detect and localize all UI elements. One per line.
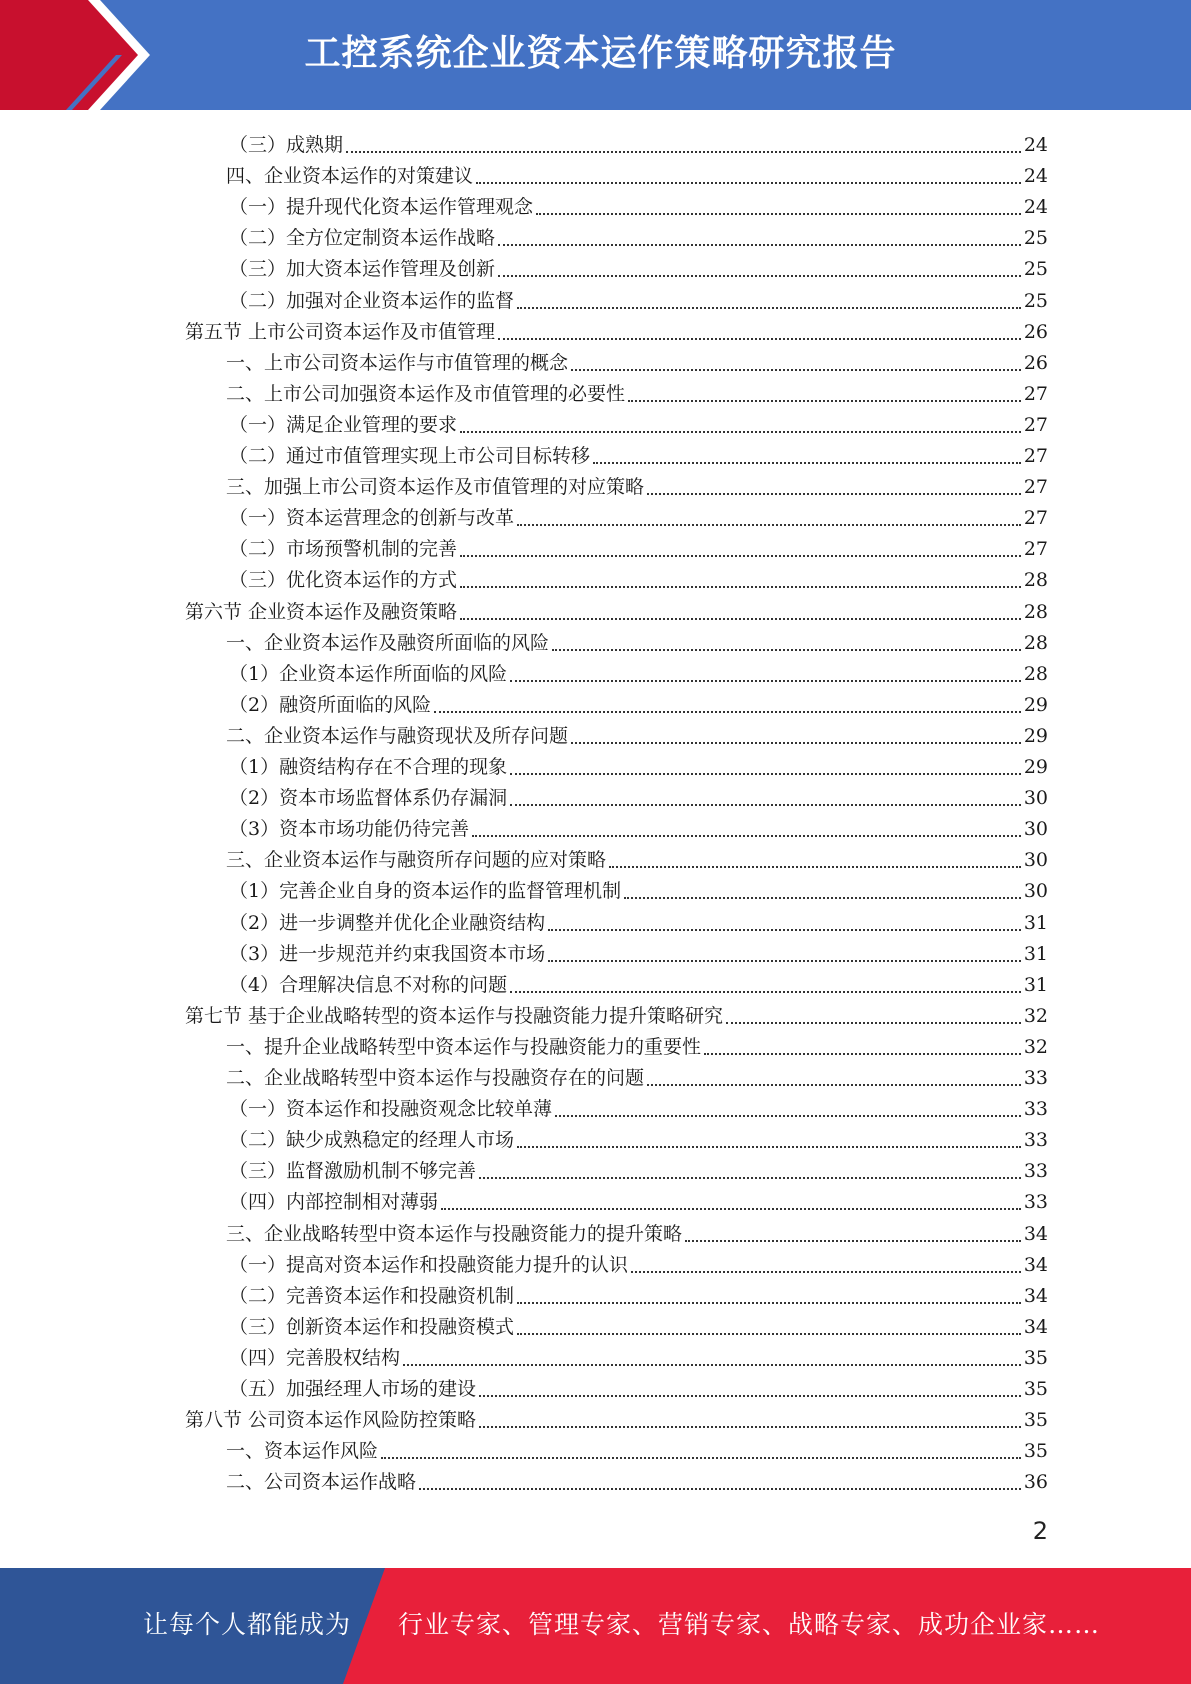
toc-dot-leader [476,181,1021,184]
page-header [0,0,1191,110]
toc-entry-title: 二、上市公司加强资本运作及市值管理的必要性 [226,382,626,405]
toc-entry-title: 第六节 企业资本运作及融资策略 [185,600,458,623]
toc-entry-title: （五）加强经理人市场的建设 [229,1378,477,1400]
toc-entry[interactable] [229,687,1048,718]
toc-entry-title: （三）成熟期 [229,134,344,156]
toc-dot-leader [441,1207,1021,1210]
toc-dot-leader [685,1239,1021,1242]
toc-entry-page: 34 [1023,1222,1048,1245]
toc-entry-title: （2）进一步调整并优化企业融资结构 [229,911,546,934]
toc-dot-leader [548,959,1021,962]
toc-dot-leader [346,150,1021,153]
toc-entry[interactable] [229,656,1048,687]
toc-entry-title: 第八节 公司资本运作风险防控策略 [185,1409,477,1432]
toc-entry[interactable] [226,1216,1048,1247]
toc-dot-leader [571,368,1021,371]
toc-entry-page: 27 [1023,476,1048,499]
toc-entry-page: 25 [1023,258,1048,281]
document-title: 工控系统企业资本运作策略研究报告 [304,33,897,74]
toc-entry[interactable] [226,1029,1048,1060]
toc-entry-title: （3）进一步规范并约束我国资本市场 [229,942,546,965]
toc-dot-leader [510,772,1021,775]
toc-entry-page: 33 [1023,1098,1048,1121]
toc-entry-title: （一）提升现代化资本运作管理观念 [229,196,534,219]
toc-entry[interactable] [226,376,1048,407]
toc-dot-leader [460,617,1021,620]
toc-dot-leader [460,585,1021,588]
toc-entry[interactable] [229,1091,1048,1122]
toc-entry-page: 32 [1023,1004,1048,1027]
toc-entry[interactable] [229,562,1048,593]
toc-dot-leader [552,648,1021,651]
header-chevron-icon [0,0,160,110]
toc-entry[interactable] [226,1464,1048,1495]
toc-entry-title: 三、加强上市公司资本运作及市值管理的对应策略 [226,476,645,499]
toc-entry-page: 35 [1023,1409,1048,1432]
toc-entry[interactable] [229,220,1048,251]
toc-entry-title: （三）创新资本运作和投融资模式 [229,1315,515,1338]
toc-entry-page: 25 [1023,289,1048,312]
page-footer [0,1568,1191,1684]
toc-entry-page: 29 [1023,756,1048,778]
toc-entry-title: （三）加大资本运作管理及创新 [229,258,496,281]
toc-dot-leader [628,399,1021,402]
toc-dot-leader [647,1083,1021,1086]
toc-entry-title: （一）资本运作和投融资观念比较单薄 [229,1098,553,1121]
toc-entry-page: 36 [1023,1471,1048,1494]
toc-entry-page: 27 [1023,538,1048,561]
toc-entry[interactable] [229,811,1048,842]
toc-entry[interactable] [229,127,1048,158]
toc-entry-page: 27 [1023,413,1048,436]
toc-entry[interactable] [229,780,1048,811]
toc-entry[interactable] [229,251,1048,282]
toc-entry-title: （2）融资所面临的风险 [229,693,432,716]
toc-dot-leader [536,212,1021,215]
toc-dot-leader [510,990,1021,993]
toc-entry[interactable] [229,283,1048,314]
toc-entry-page: 30 [1023,880,1048,903]
toc-entry-page: 26 [1023,351,1048,374]
toc-entry[interactable] [226,469,1048,500]
toc-dot-leader [510,803,1021,806]
toc-dot-leader [403,1363,1021,1366]
toc-entry[interactable] [229,500,1048,531]
toc-dot-leader [726,1021,1021,1024]
toc-entry[interactable] [229,438,1048,469]
toc-entry-page: 24 [1023,196,1048,219]
toc-entry-page: 33 [1023,1160,1048,1183]
toc-entry[interactable] [229,1153,1048,1184]
toc-entry-page: 33 [1023,1191,1048,1214]
toc-entry[interactable] [229,1340,1048,1371]
toc-dot-leader [510,679,1021,682]
toc-entry[interactable] [229,749,1048,780]
toc-entry-title: （三）监督激励机制不够完善 [229,1160,477,1183]
toc-entry-page: 29 [1023,693,1048,716]
toc-entry[interactable] [229,873,1048,904]
toc-entry-title: （二）加强对企业资本运作的监督 [229,289,515,312]
toc-entry-page: 28 [1023,569,1048,592]
toc-entry-title: 第五节 上市公司资本运作及市值管理 [185,320,496,343]
toc-entry-page: 31 [1023,942,1048,965]
toc-entry-title: 四、企业资本运作的对策建议 [226,165,474,188]
toc-entry[interactable] [226,1060,1048,1091]
toc-entry-page: 35 [1023,1378,1048,1400]
toc-dot-leader [460,554,1021,557]
toc-entry[interactable] [229,936,1048,967]
footer-slogan-right: 行业专家、管理专家、营销专家、战略专家、成功企业家…… [398,1610,1101,1639]
toc-dot-leader [548,928,1021,931]
toc-entry[interactable] [226,842,1048,873]
toc-entry-title: （3）资本市场功能仍待完善 [229,818,470,841]
toc-entry[interactable] [185,314,1048,345]
toc-entry[interactable] [229,407,1048,438]
toc-entry-page: 24 [1023,165,1048,188]
toc-entry-page: 28 [1023,662,1048,685]
toc-dot-leader [460,430,1021,433]
page-number: 2 [1032,1517,1048,1545]
toc-entry-page: 26 [1023,320,1048,343]
toc-entry-page: 33 [1023,1129,1048,1152]
toc-dot-leader [498,243,1021,246]
toc-entry-title: （一）资本运营理念的创新与改革 [229,507,515,530]
toc-entry[interactable] [229,905,1048,936]
toc-entry-title: 一、提升企业战略转型中资本运作与投融资能力的重要性 [226,1035,702,1058]
toc-entry-page: 27 [1023,507,1048,530]
toc-dot-leader [434,710,1021,713]
toc-entry-title: 二、企业战略转型中资本运作与投融资存在的问题 [226,1067,645,1089]
toc-dot-leader [593,461,1021,464]
toc-entry-title: 一、上市公司资本运作与市值管理的概念 [226,351,569,374]
toc-entry[interactable] [229,1184,1048,1215]
toc-entry-title: （4）合理解决信息不对称的问题 [229,973,508,996]
toc-dot-leader [472,834,1021,837]
toc-dot-leader [624,896,1021,899]
toc-dot-leader [517,1332,1021,1335]
toc-entry-title: （二）全方位定制资本运作战略 [229,227,496,250]
toc-entry-page: 29 [1023,724,1048,747]
toc-entry-page: 31 [1023,911,1048,934]
toc-entry-page: 31 [1023,973,1048,996]
toc-entry-title: （四）内部控制相对薄弱 [229,1191,439,1214]
toc-dot-leader [517,306,1021,309]
toc-entry-title: （二）通过市值管理实现上市公司目标转移 [229,445,591,467]
toc-entry[interactable] [185,594,1048,625]
toc-entry[interactable] [185,998,1048,1029]
toc-entry[interactable] [226,625,1048,656]
toc-entry-title: （一）满足企业管理的要求 [229,413,458,436]
toc-entry-title: （1）融资结构存在不合理的现象 [229,756,508,778]
toc-entry-page: 34 [1023,1284,1048,1307]
toc-dot-leader [647,492,1021,495]
toc-entry-page: 24 [1023,134,1048,156]
toc-entry-page: 35 [1023,1440,1048,1463]
toc-entry[interactable] [229,1371,1048,1402]
toc-dot-leader [609,865,1021,868]
toc-entry-title: 三、企业战略转型中资本运作与投融资能力的提升策略 [226,1222,683,1245]
toc-dot-leader [555,1114,1021,1117]
toc-entry[interactable] [226,1433,1048,1464]
toc-entry-title: 二、公司资本运作战略 [226,1471,417,1494]
toc-entry-title: （2）资本市场监督体系仍存漏洞 [229,787,508,810]
toc-entry-title: （二）市场预警机制的完善 [229,538,458,561]
toc-entry[interactable] [226,718,1048,749]
toc-entry[interactable] [229,531,1048,562]
toc-entry-title: （一）提高对资本运作和投融资能力提升的认识 [229,1253,629,1276]
toc-dot-leader [498,274,1021,277]
toc-dot-leader [517,523,1021,526]
toc-entry-title: 二、企业资本运作与融资现状及所存问题 [226,724,569,747]
toc-entry-page: 27 [1023,445,1048,467]
toc-entry-page: 27 [1023,382,1048,405]
toc-entry-title: （四）完善股权结构 [229,1346,401,1369]
toc-entry-page: 28 [1023,600,1048,623]
toc-entry-page: 32 [1023,1035,1048,1058]
toc-dot-leader [419,1487,1021,1490]
toc-entry[interactable] [229,1309,1048,1340]
toc-dot-leader [479,1394,1021,1397]
toc-entry-title: （二）完善资本运作和投融资机制 [229,1284,515,1307]
toc-entry[interactable] [226,158,1048,189]
toc-entry-title: （1）企业资本运作所面临的风险 [229,662,508,685]
toc-entry-title: （三）优化资本运作的方式 [229,569,458,592]
toc-dot-leader [381,1456,1021,1459]
toc-dot-leader [631,1270,1021,1273]
toc-entry-page: 33 [1023,1067,1048,1089]
toc-entry[interactable] [229,967,1048,998]
toc-dot-leader [479,1176,1021,1179]
toc-entry-page: 25 [1023,227,1048,250]
toc-entry-page: 30 [1023,818,1048,841]
toc-entry-page: 30 [1023,849,1048,872]
toc-entry[interactable] [229,1122,1048,1153]
toc-dot-leader [517,1301,1021,1304]
footer-slogan-left: 让每个人都能成为 [143,1610,352,1639]
toc-entry-page: 28 [1023,631,1048,654]
toc-entry-page: 30 [1023,787,1048,810]
toc-entry[interactable] [229,1247,1048,1278]
toc-entry[interactable] [229,1278,1048,1309]
toc-entry-page: 35 [1023,1346,1048,1369]
toc-entry-title: 一、资本运作风险 [226,1440,379,1463]
toc-dot-leader [704,1052,1021,1055]
toc-entry-title: 第七节 基于企业战略转型的资本运作与投融资能力提升策略研究 [185,1004,724,1027]
toc-entry-page: 34 [1023,1315,1048,1338]
toc-entry-page: 34 [1023,1253,1048,1276]
toc-dot-leader [571,741,1021,744]
toc-dot-leader [479,1425,1021,1428]
toc-entry-title: 一、企业资本运作及融资所面临的风险 [226,631,550,654]
toc-entry-title: （1）完善企业自身的资本运作的监督管理机制 [229,880,622,903]
toc-entry[interactable] [226,345,1048,376]
toc-entry-title: （二）缺少成熟稳定的经理人市场 [229,1129,515,1152]
toc-entry-title: 三、企业资本运作与融资所存问题的应对策略 [226,849,607,872]
toc-entry[interactable] [185,1402,1048,1433]
toc-entry[interactable] [229,189,1048,220]
toc-dot-leader [517,1145,1021,1148]
toc-dot-leader [498,337,1021,340]
